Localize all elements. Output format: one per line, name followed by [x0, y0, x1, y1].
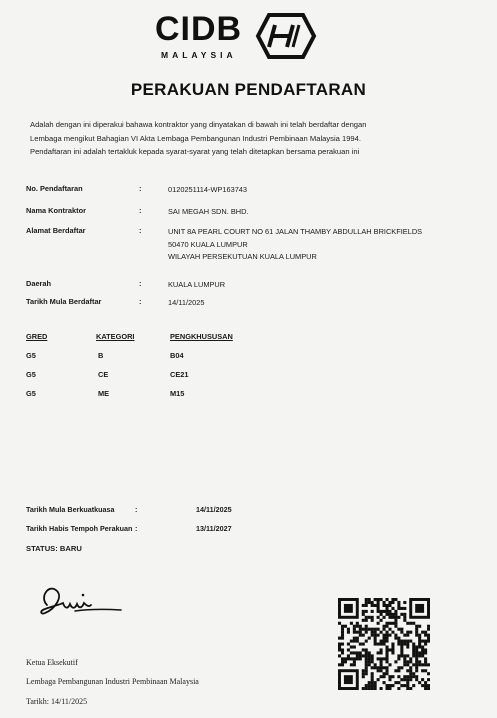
field-colon: : — [139, 226, 142, 235]
field-label: Nama Kontraktor — [26, 206, 86, 215]
field-value: 14/11/2025 — [168, 298, 205, 307]
signature-icon — [35, 575, 125, 625]
table-cell: M15 — [170, 389, 185, 398]
table-cell: B04 — [170, 351, 184, 360]
grade-header: GRED — [26, 332, 48, 341]
field-colon: : — [135, 524, 138, 533]
intro-paragraph — [30, 118, 470, 159]
field-label: Alamat Berdaftar — [26, 226, 86, 235]
field-label: Tarikh Habis Tempoh Perakuan — [26, 524, 133, 533]
table-cell: CE21 — [170, 370, 189, 379]
qr-code-icon — [338, 598, 430, 690]
address-line: 50470 KUALA LUMPUR — [168, 239, 248, 249]
cidb-logo — [155, 10, 335, 62]
field-colon: : — [135, 505, 138, 514]
table-cell: G5 — [26, 370, 36, 379]
address-line: WILAYAH PERSEKUTUAN KUALA LUMPUR — [168, 252, 317, 261]
table-cell: B — [98, 351, 104, 360]
field-label: Tarikh Mula Berkuatkuasa — [26, 505, 115, 514]
specialisation-header: PENGKHUSUSAN — [170, 332, 233, 341]
logo-subtitle: MALAYSIA — [161, 50, 237, 60]
intro-line: Pendaftaran ini adalah tertakluk kepada syarat-syarat yang telah ditetapkan bersama perakuan ini — [30, 147, 360, 156]
category-header: KATEGORI — [96, 332, 135, 341]
cidb-hexagon-icon — [255, 12, 317, 60]
intro-line: Lembaga mengikut Bahagian VI Akta Lembaga Pembangunan Industri Pembinaan Malaysia 1994. — [30, 133, 361, 143]
table-cell: G5 — [26, 389, 36, 398]
table-cell: ME — [98, 389, 110, 398]
field-label: Tarikh Mula Berdaftar — [26, 297, 102, 306]
signatory-organisation: Lembaga Pembangunan Industri Pembinaan Malaysia — [26, 677, 199, 686]
field-value: KUALA LUMPUR — [168, 280, 226, 289]
field-label: No. Pendaftaran — [26, 184, 83, 193]
table-cell: G5 — [26, 351, 36, 360]
field-value: 14/11/2025 — [196, 505, 232, 514]
field-label: Daerah — [26, 279, 52, 288]
address-line: UNIT 8A PEARL COURT NO 61 JALAN THAMBY ABDULLAH BRICKFIELDS — [168, 227, 423, 236]
signatory-role: Ketua Eksekutif — [26, 658, 78, 667]
field-colon: : — [139, 206, 142, 215]
field-value: SAI MEGAH SDN. BHD. — [168, 207, 249, 216]
logo-wordmark: CIDB — [155, 10, 243, 48]
status-text: STATUS: BARU — [26, 544, 82, 553]
page-title: PERAKUAN PENDAFTARAN — [130, 80, 367, 99]
field-colon: : — [139, 184, 142, 193]
signature-date: Tarikh: 14/11/2025 — [26, 697, 88, 706]
field-colon: : — [139, 297, 142, 306]
table-cell: CE — [98, 370, 109, 379]
field-value: 13/11/2027 — [196, 524, 232, 533]
field-colon: : — [139, 279, 142, 288]
field-value: 0120251114-WP163743 — [168, 185, 248, 194]
intro-line: Adalah dengan ini diperakui bahawa kontraktor yang dinyatakan di bawah ini telah berdaftar dengan — [30, 120, 367, 129]
address-block — [168, 226, 422, 264]
